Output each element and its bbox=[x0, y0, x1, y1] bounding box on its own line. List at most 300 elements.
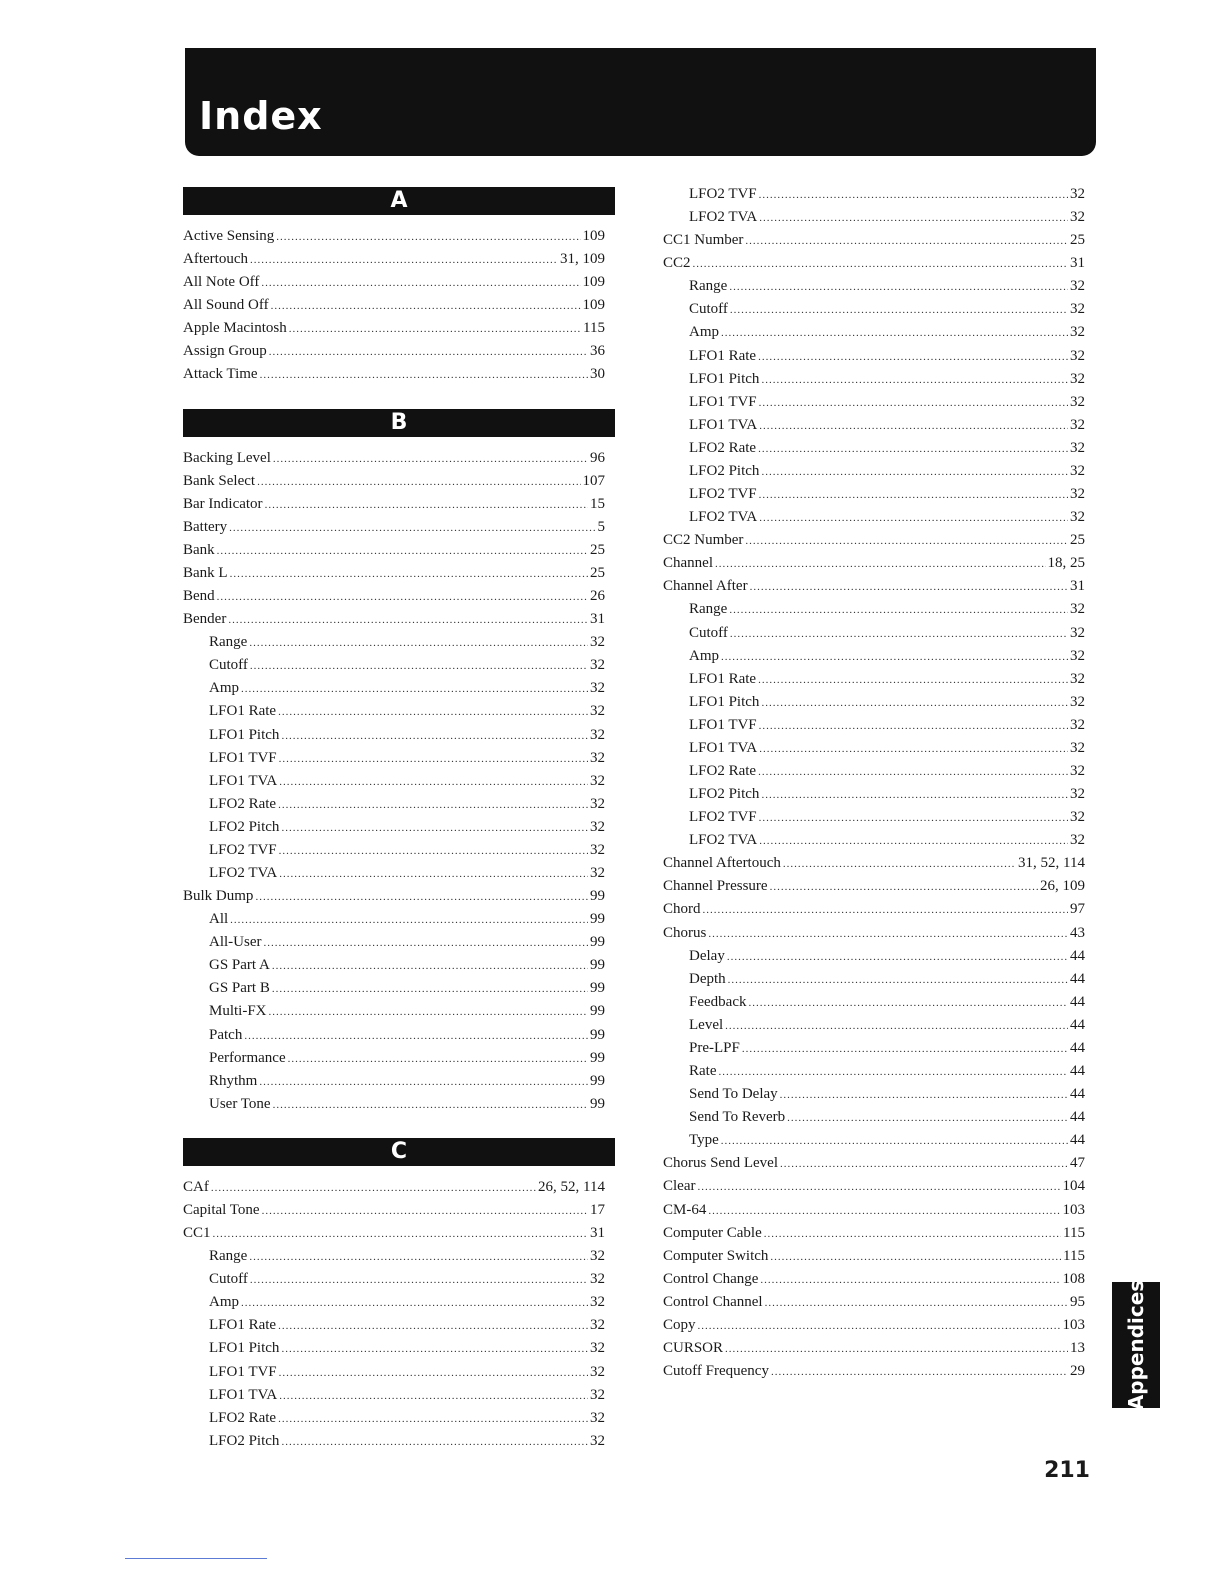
entry-term: Aftertouch bbox=[183, 251, 248, 268]
dot-leader bbox=[697, 1176, 1060, 1199]
entry-term: Amp bbox=[689, 647, 719, 664]
section-tab bbox=[1112, 1279, 1160, 1411]
dot-leader bbox=[272, 978, 588, 1001]
entry-pages: 25 bbox=[590, 564, 605, 581]
entry-pages: 32 bbox=[1070, 347, 1085, 364]
entry-pages: 32 bbox=[1070, 763, 1085, 779]
index-subentry bbox=[689, 460, 1085, 483]
dot-leader bbox=[289, 318, 581, 341]
index-subentry bbox=[209, 700, 605, 723]
entry-term: LFO1 Pitch bbox=[689, 693, 760, 710]
entry-pages: 32 bbox=[1070, 370, 1085, 387]
entry-term: LFO1 TVA bbox=[209, 1386, 278, 1403]
dot-leader bbox=[759, 484, 1068, 507]
entry-pages: 44 bbox=[1070, 1109, 1085, 1126]
entry-term: LFO1 Pitch bbox=[689, 370, 760, 387]
dot-leader bbox=[262, 1200, 588, 1223]
entry-term: Feedback bbox=[689, 993, 747, 1010]
dot-leader bbox=[249, 632, 588, 655]
entry-pages: 32 bbox=[1070, 786, 1085, 803]
index-entry bbox=[663, 1199, 1085, 1222]
index-entry bbox=[663, 1337, 1085, 1360]
entry-pages: 32 bbox=[1070, 278, 1085, 295]
dot-leader bbox=[261, 272, 580, 295]
dot-leader bbox=[761, 369, 1068, 392]
entry-pages: 32 bbox=[590, 657, 605, 674]
dot-leader bbox=[761, 692, 1068, 715]
index-subentry bbox=[689, 1083, 1085, 1106]
entry-term: LFO2 Rate bbox=[209, 795, 277, 812]
index-subentry bbox=[209, 1407, 605, 1430]
entry-pages: 36 bbox=[590, 343, 605, 360]
entry-pages: 32 bbox=[1070, 416, 1085, 433]
entry-term: LFO1 TVA bbox=[689, 416, 758, 433]
dot-leader bbox=[721, 322, 1068, 345]
entry-pages: 103 bbox=[1062, 1201, 1085, 1218]
index-entry bbox=[183, 248, 605, 271]
entry-term: Type bbox=[689, 1132, 719, 1149]
entry-pages: 99 bbox=[590, 888, 605, 905]
entry-pages: 32 bbox=[590, 1340, 605, 1357]
entry-term: Performance bbox=[209, 1049, 286, 1066]
entry-term: All Note Off bbox=[183, 274, 260, 291]
index-entry bbox=[183, 271, 605, 294]
index-subentry bbox=[209, 908, 605, 931]
entry-term: Control Change bbox=[663, 1270, 759, 1287]
index-subentry bbox=[689, 622, 1085, 645]
dot-leader bbox=[721, 646, 1068, 669]
entry-pages: 30 bbox=[590, 366, 605, 383]
dot-leader bbox=[771, 1361, 1068, 1384]
entry-pages: 31 bbox=[590, 1225, 605, 1242]
entry-pages: 32 bbox=[590, 1409, 605, 1426]
entry-pages: 32 bbox=[1070, 670, 1085, 687]
index-subentry bbox=[689, 737, 1085, 760]
dot-leader bbox=[281, 1431, 588, 1454]
entry-term: Range bbox=[209, 1248, 248, 1265]
entry-term: LFO1 Rate bbox=[689, 347, 757, 364]
index-subentry bbox=[209, 977, 605, 1000]
dot-leader bbox=[279, 1362, 588, 1385]
entry-term: Pre-LPF bbox=[689, 1039, 740, 1056]
dot-leader bbox=[230, 563, 588, 586]
entry-term: LFO2 TVA bbox=[209, 865, 278, 881]
index-subentry bbox=[689, 1060, 1085, 1083]
entry-pages: 32 bbox=[590, 1386, 605, 1403]
dot-leader bbox=[721, 1130, 1068, 1153]
dot-leader bbox=[787, 1107, 1068, 1130]
index-subentry bbox=[209, 1337, 605, 1360]
entry-term: Rate bbox=[689, 1063, 717, 1080]
index-entry bbox=[663, 898, 1085, 921]
dot-leader bbox=[748, 992, 1068, 1015]
index-subentry bbox=[209, 839, 605, 862]
entry-term: All bbox=[209, 911, 229, 928]
index-subentry bbox=[209, 631, 605, 654]
dot-leader bbox=[759, 207, 1068, 230]
index-entry bbox=[663, 1175, 1085, 1198]
dot-leader bbox=[745, 530, 1068, 553]
index-subentry bbox=[209, 677, 605, 700]
index-entry bbox=[183, 539, 605, 562]
entry-pages: 31 bbox=[1070, 255, 1085, 272]
dot-leader bbox=[703, 899, 1069, 922]
index-subentry bbox=[209, 770, 605, 793]
index-entry bbox=[663, 229, 1085, 252]
entry-term: CAf bbox=[183, 1178, 209, 1195]
entry-term: LFO2 Pitch bbox=[209, 818, 280, 835]
title-bar bbox=[185, 48, 1096, 156]
entry-term: Range bbox=[209, 634, 248, 651]
entry-pages: 32 bbox=[590, 1248, 605, 1265]
index-entry bbox=[183, 885, 605, 908]
index-subentry bbox=[209, 1070, 605, 1093]
dot-leader bbox=[759, 184, 1068, 207]
entry-pages: 99 bbox=[590, 1072, 605, 1089]
entry-term: CC2 Number bbox=[663, 532, 744, 549]
index-entry bbox=[183, 516, 605, 539]
entry-term: Channel Aftertouch bbox=[663, 855, 781, 872]
dot-leader bbox=[759, 415, 1068, 438]
index-entry bbox=[663, 552, 1085, 575]
entry-term: LFO2 Rate bbox=[689, 439, 757, 456]
entry-term: Send To Delay bbox=[689, 1086, 778, 1103]
entry-term: Range bbox=[689, 601, 728, 618]
entry-term: LFO1 TVF bbox=[689, 716, 757, 733]
entry-term: Cutoff bbox=[689, 624, 728, 641]
dot-leader bbox=[278, 1408, 588, 1431]
index-entry bbox=[663, 1360, 1085, 1383]
section-header-c: C bbox=[183, 1138, 615, 1166]
entry-pages: 32 bbox=[1070, 716, 1085, 733]
index-subentry bbox=[689, 368, 1085, 391]
entry-term: Capital Tone bbox=[183, 1201, 260, 1218]
dot-leader bbox=[759, 807, 1068, 830]
entry-pages: 32 bbox=[1070, 509, 1085, 526]
dot-leader bbox=[783, 853, 1016, 876]
entry-pages: 99 bbox=[590, 980, 605, 997]
entry-pages: 115 bbox=[583, 320, 605, 337]
index-subentry bbox=[209, 1268, 605, 1291]
entry-term: Computer Cable bbox=[663, 1224, 762, 1241]
index-subentry bbox=[689, 183, 1085, 206]
entry-pages: 32 bbox=[590, 703, 605, 720]
entry-pages: 26, 52, 114 bbox=[538, 1178, 605, 1195]
entry-pages: 97 bbox=[1070, 901, 1085, 918]
index-subentry bbox=[689, 1106, 1085, 1129]
entry-pages: 26 bbox=[590, 588, 605, 605]
entry-pages: 32 bbox=[590, 1271, 605, 1288]
entry-term: All-User bbox=[209, 934, 262, 951]
dot-leader bbox=[269, 1001, 588, 1024]
entry-term: Channel bbox=[663, 555, 713, 572]
entry-pages: 32 bbox=[590, 634, 605, 651]
index-subentry bbox=[209, 1000, 605, 1023]
dot-leader bbox=[770, 876, 1038, 899]
entry-term: LFO2 TVF bbox=[689, 486, 757, 503]
entry-pages: 44 bbox=[1070, 1086, 1085, 1103]
dot-leader bbox=[269, 341, 588, 364]
entry-pages: 32 bbox=[590, 1294, 605, 1311]
entry-term: LFO1 Rate bbox=[209, 703, 277, 720]
index-subentry bbox=[209, 954, 605, 977]
dot-leader bbox=[288, 1048, 588, 1071]
entry-term: LFO2 TVA bbox=[689, 832, 758, 849]
entry-term: Control Channel bbox=[663, 1293, 763, 1310]
page-number: 211 bbox=[1044, 1458, 1090, 1483]
index-entry bbox=[183, 447, 605, 470]
index-subentry bbox=[689, 598, 1085, 621]
dot-leader bbox=[765, 1292, 1068, 1315]
entry-pages: 32 bbox=[590, 680, 605, 697]
entry-pages: 32 bbox=[590, 749, 605, 766]
entry-term: Chorus Send Level bbox=[663, 1155, 778, 1172]
dot-leader bbox=[719, 1061, 1069, 1084]
dot-leader bbox=[758, 669, 1068, 692]
index-subentry bbox=[209, 931, 605, 954]
entry-pages: 32 bbox=[1070, 393, 1085, 410]
entry-pages: 32 bbox=[1070, 439, 1085, 456]
entry-pages: 32 bbox=[1070, 301, 1085, 318]
dot-leader bbox=[279, 840, 588, 863]
dot-leader bbox=[708, 923, 1068, 946]
dot-leader bbox=[217, 586, 588, 609]
entry-term: Send To Reverb bbox=[689, 1109, 786, 1126]
dot-leader bbox=[278, 701, 588, 724]
entry-pages: 109 bbox=[582, 297, 605, 314]
entry-term: Attack Time bbox=[183, 366, 258, 383]
index-subentry bbox=[689, 829, 1085, 852]
entry-pages: 109 bbox=[582, 274, 605, 291]
index-subentry bbox=[689, 714, 1085, 737]
index-subentry bbox=[209, 1314, 605, 1337]
entry-pages: 32 bbox=[1070, 624, 1085, 641]
entry-term: LFO1 TVF bbox=[209, 749, 277, 766]
entry-term: CM-64 bbox=[663, 1201, 707, 1218]
dot-leader bbox=[759, 830, 1068, 853]
index-entry bbox=[183, 470, 605, 493]
dot-leader bbox=[271, 295, 581, 318]
entry-pages: 32 bbox=[1070, 462, 1085, 479]
index-subentry bbox=[209, 793, 605, 816]
entry-pages: 43 bbox=[1070, 924, 1085, 941]
dot-leader bbox=[255, 886, 588, 909]
entry-pages: 99 bbox=[590, 1049, 605, 1066]
dot-leader bbox=[761, 461, 1068, 484]
index-entry bbox=[663, 252, 1085, 275]
index-subentry bbox=[209, 862, 605, 885]
index-subentry bbox=[689, 783, 1085, 806]
index-entry bbox=[663, 575, 1085, 598]
index-entry bbox=[183, 317, 605, 340]
entry-term: Cutoff bbox=[209, 657, 248, 674]
index-subentry bbox=[209, 1047, 605, 1070]
entry-term: Bend bbox=[183, 588, 215, 605]
index-entry bbox=[663, 922, 1085, 945]
entry-term: Bulk Dump bbox=[183, 888, 254, 905]
dot-leader bbox=[698, 1315, 1061, 1338]
dot-leader bbox=[729, 599, 1068, 622]
entry-term: Channel Pressure bbox=[663, 878, 768, 895]
entry-term: Cutoff bbox=[689, 301, 728, 318]
bottom-rule bbox=[125, 1558, 267, 1559]
entry-pages: 32 bbox=[590, 865, 605, 881]
dot-leader bbox=[742, 1038, 1068, 1061]
entry-term: LFO2 TVA bbox=[689, 509, 758, 526]
index-subentry bbox=[209, 747, 605, 770]
dot-leader bbox=[250, 249, 558, 272]
entry-pages: 103 bbox=[1062, 1316, 1085, 1333]
entry-pages: 31, 52, 114 bbox=[1018, 855, 1085, 872]
index-entry bbox=[183, 225, 605, 248]
entry-pages: 25 bbox=[1070, 532, 1085, 549]
index-subentry bbox=[689, 414, 1085, 437]
section-tab-label: Appendices bbox=[1124, 1279, 1148, 1411]
dot-leader bbox=[211, 1177, 536, 1200]
entry-pages: 99 bbox=[590, 1026, 605, 1043]
dot-leader bbox=[715, 553, 1046, 576]
index-entry bbox=[663, 1314, 1085, 1337]
dot-leader bbox=[761, 784, 1068, 807]
entry-pages: 99 bbox=[590, 957, 605, 974]
dot-leader bbox=[264, 932, 589, 955]
index-subentry bbox=[209, 654, 605, 677]
index-subentry bbox=[209, 1430, 605, 1453]
entry-term: LFO1 Rate bbox=[209, 1317, 277, 1334]
entry-pages: 32 bbox=[1070, 324, 1085, 341]
dot-leader bbox=[760, 1269, 1060, 1292]
entry-pages: 32 bbox=[590, 818, 605, 835]
index-entry bbox=[183, 608, 605, 631]
entry-pages: 32 bbox=[590, 795, 605, 812]
index-entry bbox=[183, 340, 605, 363]
entry-pages: 104 bbox=[1062, 1178, 1085, 1195]
dot-leader bbox=[281, 725, 588, 748]
dot-leader bbox=[759, 392, 1068, 415]
index-subentry bbox=[689, 275, 1085, 298]
entry-term: LFO2 Pitch bbox=[689, 462, 760, 479]
index-entry bbox=[663, 1152, 1085, 1175]
index-entry bbox=[663, 1268, 1085, 1291]
index-subentry bbox=[689, 206, 1085, 229]
index-entry bbox=[663, 1245, 1085, 1268]
dot-leader bbox=[272, 955, 588, 978]
entry-term: LFO2 Rate bbox=[209, 1409, 277, 1426]
entry-pages: 32 bbox=[590, 1317, 605, 1334]
index-subentry bbox=[689, 298, 1085, 321]
entry-term: Multi-FX bbox=[209, 1003, 267, 1020]
entry-pages: 99 bbox=[590, 1095, 605, 1112]
entry-pages: 44 bbox=[1070, 1063, 1085, 1080]
index-subentry bbox=[689, 483, 1085, 506]
index-subentry bbox=[209, 1093, 605, 1116]
dot-leader bbox=[693, 253, 1068, 276]
dot-leader bbox=[250, 655, 588, 678]
entry-term: Bender bbox=[183, 611, 227, 628]
dot-leader bbox=[281, 1338, 588, 1361]
entry-term: Chord bbox=[663, 901, 701, 918]
entry-pages: 32 bbox=[590, 1432, 605, 1449]
entry-term: Active Sensing bbox=[183, 228, 275, 244]
dot-leader bbox=[260, 364, 588, 387]
entry-term: Copy bbox=[663, 1316, 696, 1333]
entry-term: LFO1 TVA bbox=[689, 739, 758, 756]
dot-leader bbox=[745, 230, 1068, 253]
entry-term: LFO1 TVA bbox=[209, 772, 278, 789]
entry-pages: 26, 109 bbox=[1040, 878, 1085, 895]
dot-leader bbox=[281, 817, 588, 840]
dot-leader bbox=[273, 1094, 588, 1117]
entry-term: Channel After bbox=[663, 578, 748, 595]
entry-pages: 31, 109 bbox=[560, 251, 605, 268]
dot-leader bbox=[780, 1153, 1068, 1176]
index-subentry bbox=[689, 945, 1085, 968]
dot-leader bbox=[244, 1025, 588, 1048]
entry-term: Apple Macintosh bbox=[183, 320, 287, 337]
entry-term: LFO2 TVF bbox=[689, 186, 757, 202]
entry-term: LFO2 Rate bbox=[689, 763, 757, 779]
entry-pages: 96 bbox=[590, 449, 605, 466]
dot-leader bbox=[725, 1015, 1068, 1038]
entry-pages: 107 bbox=[582, 472, 605, 489]
entry-term: LFO1 TVF bbox=[689, 393, 757, 410]
index-entry bbox=[183, 585, 605, 608]
dot-leader bbox=[213, 1223, 588, 1246]
entry-term: Amp bbox=[209, 680, 239, 697]
entry-pages: 32 bbox=[590, 841, 605, 858]
dot-leader bbox=[770, 1246, 1061, 1269]
dot-leader bbox=[730, 299, 1068, 322]
index-entry bbox=[183, 1176, 605, 1199]
entry-pages: 29 bbox=[1070, 1363, 1085, 1380]
entry-pages: 17 bbox=[590, 1201, 605, 1218]
entry-term: CC2 bbox=[663, 255, 691, 272]
index-entry bbox=[183, 363, 605, 386]
entry-term: Rhythm bbox=[209, 1072, 258, 1089]
index-subentry bbox=[689, 321, 1085, 344]
entry-pages: 31 bbox=[1070, 578, 1085, 595]
index-subentry bbox=[689, 345, 1085, 368]
index-entry bbox=[663, 529, 1085, 552]
entry-pages: 32 bbox=[590, 726, 605, 743]
index-entry bbox=[183, 1222, 605, 1245]
entry-pages: 32 bbox=[1070, 186, 1085, 202]
entry-term: LFO1 TVF bbox=[209, 1363, 277, 1380]
index-entry bbox=[183, 1199, 605, 1222]
dot-leader bbox=[279, 863, 588, 886]
entry-term: Battery bbox=[183, 518, 228, 535]
index-entry bbox=[183, 562, 605, 585]
entry-term: LFO1 Rate bbox=[689, 670, 757, 687]
entry-pages: 115 bbox=[1063, 1224, 1085, 1241]
entry-term: CURSOR bbox=[663, 1340, 724, 1356]
entry-pages: 32 bbox=[1070, 832, 1085, 849]
index-subentry bbox=[689, 1014, 1085, 1037]
dot-leader bbox=[725, 1338, 1068, 1361]
dot-leader bbox=[758, 438, 1068, 461]
entry-term: Depth bbox=[689, 970, 726, 987]
entry-pages: 32 bbox=[1070, 486, 1085, 503]
dot-leader bbox=[259, 1071, 588, 1094]
entry-term: LFO2 TVF bbox=[209, 841, 277, 858]
dot-leader bbox=[241, 1292, 588, 1315]
index-subentry bbox=[689, 391, 1085, 414]
index-entry bbox=[663, 1222, 1085, 1245]
entry-term: LFO2 Pitch bbox=[689, 786, 760, 803]
dot-leader bbox=[758, 761, 1068, 784]
entry-pages: 18, 25 bbox=[1047, 555, 1085, 572]
entry-pages: 32 bbox=[1070, 209, 1085, 226]
